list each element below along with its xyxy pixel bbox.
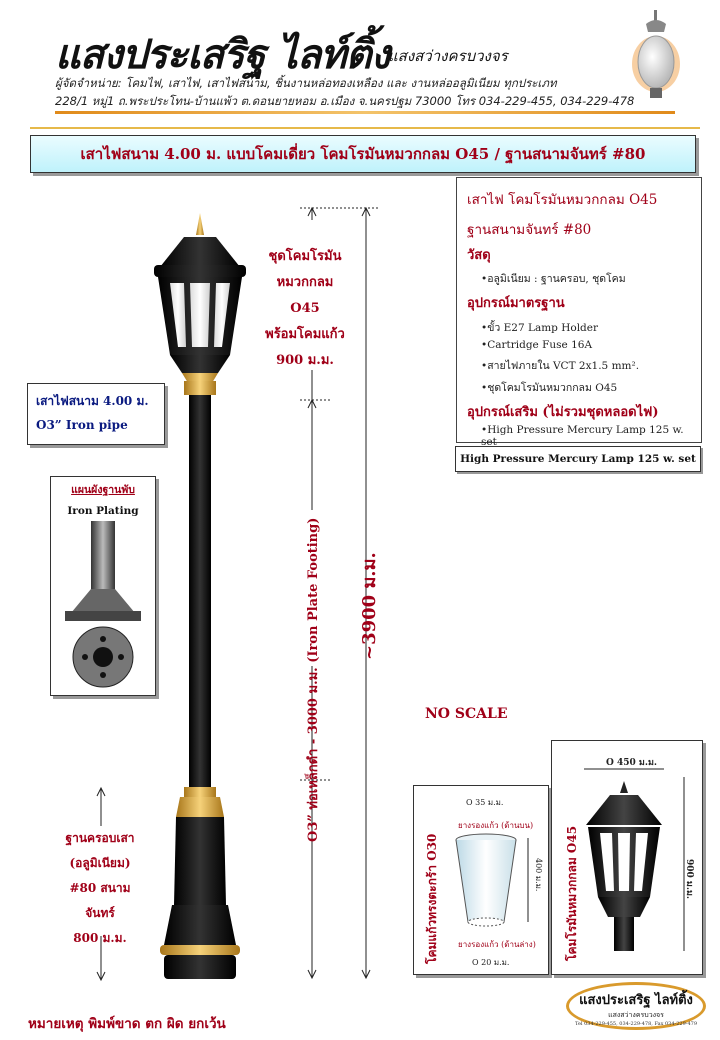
glass-top-dimension: O 35 ม.ม. xyxy=(466,798,504,807)
spec-standard-heading: อุปกรณ์มาตรฐาน xyxy=(467,296,565,311)
spec-material-item: •อลูมิเนียม : ฐานครอบ, ชุดโคม xyxy=(481,273,626,285)
iron-plate-drawing xyxy=(63,521,143,691)
spec-heading-lamp: เสาไฟ โคมโรมันหมวกกลม O45 xyxy=(467,192,658,208)
separator-rule xyxy=(30,127,700,129)
base-label-line: จันทร์ xyxy=(85,906,115,920)
dome-height: 900 ม.ม. xyxy=(684,859,694,900)
total-height-label: ~3900 ม.ม. xyxy=(359,552,380,660)
lamp-option-box: High Pressure Mercury Lamp 125 w. set xyxy=(455,446,701,472)
base-label-line: 800 ม.ม. xyxy=(73,931,127,945)
dome-detail-box xyxy=(551,740,703,975)
lamp-label-line: หมวกกลม xyxy=(276,275,334,290)
glass-title: โคมแก้วทรงตะกร้า O30 xyxy=(425,833,439,964)
glass-dome-drawing xyxy=(452,830,542,940)
base-label-line: ฐานครอบเสา xyxy=(65,831,135,845)
footer-logo-sub: แสงสว่างครบวงจร xyxy=(608,1011,664,1019)
pole-label-pipe: O3” Iron pipe xyxy=(36,418,128,432)
iron-plating-title: แผนผังฐานพับ xyxy=(71,484,135,496)
footer-logo-text: แสงประเสริฐ ไลท์ติ้ง xyxy=(579,993,693,1008)
iron-plating-label: Iron Plating xyxy=(67,505,139,517)
lamp-label-line: พร้อมโคมแก้ว xyxy=(265,327,345,342)
dome-width: O 450 ม.ม. xyxy=(606,758,658,768)
base-label-line: #80 สนาม xyxy=(69,881,131,895)
lamp-label-line: ชุดโคมโรมัน xyxy=(268,249,342,264)
dome-lantern-drawing xyxy=(584,767,694,967)
pole-label-title: เสาไฟสนาม 4.00 ม. xyxy=(36,394,149,408)
lamp-label-line: 900 ม.ม. xyxy=(276,353,334,368)
no-scale-note: NO SCALE xyxy=(425,706,508,722)
footer-note: หมายเหตุ พิมพ์ขาด ตก ผิด ยกเว้น xyxy=(28,1016,226,1032)
pole-label-box xyxy=(27,383,165,445)
iron-plating-box xyxy=(50,476,156,696)
spec-standard-item: •ขั้ว E27 Lamp Holder xyxy=(481,322,599,334)
header-rule xyxy=(55,111,675,114)
glass-detail-box xyxy=(413,785,549,975)
spec-standard-item: •สายไฟภายใน VCT 2x1.5 mm². xyxy=(481,360,640,372)
dome-title: โคมโรมันหมวกกลม O45 xyxy=(565,825,579,961)
street-light-pole-drawing xyxy=(140,205,260,985)
spec-standard-item: •Cartridge Fuse 16A xyxy=(481,339,593,351)
brand-name: แสงประเสริฐ ไลท์ติ้ง xyxy=(55,32,390,78)
spec-panel xyxy=(456,177,702,448)
glass-bottom-gasket-label: ยางรองแก้ว (ด้านล่าง) xyxy=(458,940,536,949)
address-line: 228/1 หมู่1 ถ.พระประโทน-บ้านแพ้ว ต.ดอนยายหอม อ.เมือง จ.นครปฐม 73000 โทร 034-229-455, 034-229-478 xyxy=(55,94,635,108)
lamp-label-line: O45 xyxy=(290,301,320,316)
footer-logo xyxy=(566,982,706,1030)
spec-extra-heading: อุปกรณ์เสริม (ไม่รวมชุดหลอดไฟ) xyxy=(467,405,659,420)
spec-standard-item: •ชุดโคมโรมันหมวกกลม O45 xyxy=(481,382,618,394)
glass-top-gasket-label: ยางรองแก้ว (ด้านบน) xyxy=(458,821,534,830)
distributor-line: ผู้จัดจำหน่าย: โคมไฟ, เสาไฟ, เสาไฟสนาม, ชิ้นงานหล่อทองเหลือง และ งานหล่ออลูมิเนียม ทุกประเภท xyxy=(55,76,557,90)
spec-extra-item: •High Pressure Mercury Lamp 125 w. set xyxy=(481,424,684,448)
glass-height: 400 ม.ม. xyxy=(534,858,543,892)
spec-heading-base: ฐานสนามจันทร์ #80 xyxy=(467,222,592,238)
spec-material-heading: วัสดุ xyxy=(467,248,491,263)
document-title: เสาไฟสนาม 4.00 ม. แบบโคมเดี่ยว โคมโรมันหมวกกลม O45 / ฐานสนามจันทร์ #80 xyxy=(30,135,696,173)
header-lamp-illustration xyxy=(618,8,698,108)
brand-tagline: แสงสว่างครบวงจร xyxy=(388,47,508,65)
glass-bottom-dimension: O 20 ม.ม. xyxy=(472,958,510,967)
pipe-dimension-label: O3” ท่อเหล็กดำ - 3000 ม.ม. (Iron Plate Footing) xyxy=(306,517,321,842)
base-label xyxy=(50,826,150,951)
base-label-line: (อลูมิเนียม) xyxy=(69,856,131,870)
footer-logo-contact: Tel 034-229-455, 034-229-478, Fax 034-229-479 xyxy=(575,1021,697,1027)
